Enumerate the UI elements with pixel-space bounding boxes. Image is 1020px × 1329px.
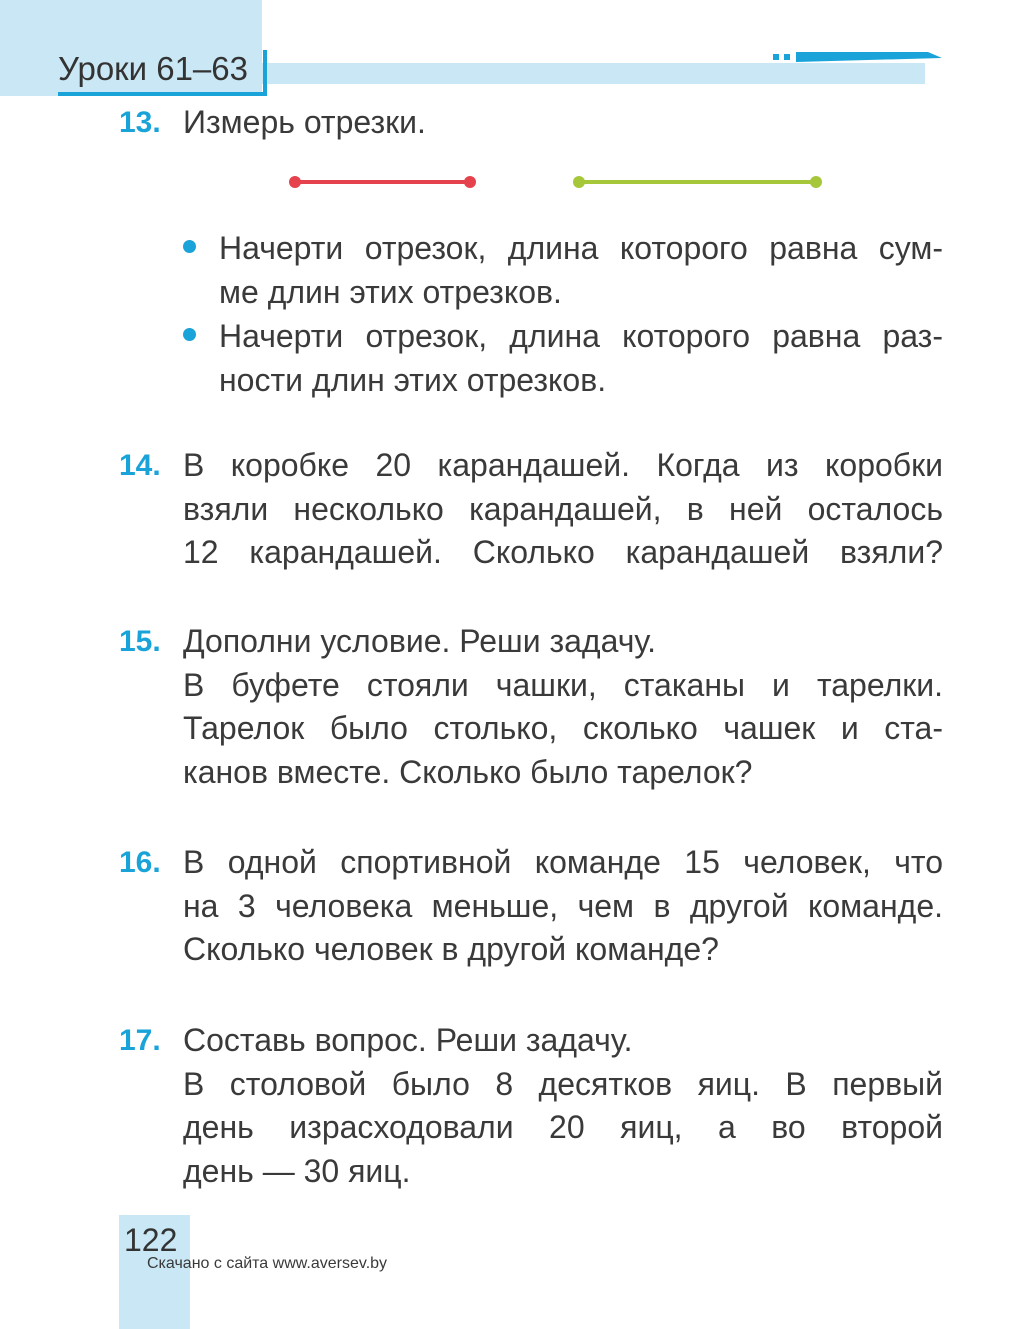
task-number: 17. (119, 1024, 161, 1057)
task-line: Составь вопрос. Реши задачу. (183, 1022, 633, 1058)
task-line: В одной спортивной команде 15 человек, что (183, 844, 943, 880)
bullet-dot-icon (183, 240, 196, 253)
red-segment-endpoint (464, 176, 476, 188)
task-line: В буфете стояли чашки, стаканы и тарелки. (183, 666, 943, 703)
task-text (183, 841, 943, 972)
task-line: на 3 человека меньше, чем в другой команде. (183, 887, 943, 924)
bullet-line: Начерти отрезок, длина которого равна раз- (219, 318, 943, 354)
task-line: В столовой было 8 десятков яиц. В первый (183, 1065, 943, 1102)
list-item (183, 314, 943, 402)
header-arrow-decoration (760, 48, 950, 88)
page-number: 122 (124, 1222, 178, 1258)
task-text (183, 101, 943, 145)
green-segment-endpoint (573, 176, 585, 188)
source-note: Скачано с сайта www.aversev.by (147, 1255, 388, 1272)
bullet-line: Начерти отрезок, длина которого равна сум- (219, 230, 943, 266)
list-item (183, 226, 943, 314)
header-separator (263, 50, 267, 96)
task-text (183, 620, 943, 794)
segments-figure (280, 170, 840, 194)
task-text (183, 444, 943, 575)
task-text (183, 1019, 943, 1193)
bullet-line: ме длин этих отрезков. (219, 274, 562, 310)
task-line: день израсходовали 20 яиц, а во второй (183, 1109, 943, 1145)
task-line: Измерь отрезки. (183, 104, 426, 140)
bullet-line: ности длин этих отрезков. (219, 362, 607, 398)
task-number: 15. (119, 625, 161, 658)
task-number: 16. (119, 846, 161, 879)
green-segment-endpoint (810, 176, 822, 188)
task-line: канов вместе. Сколько было тарелок? (183, 753, 753, 790)
header-underline (58, 92, 263, 96)
task-line: Тарелок было столько, сколько чашек и ста- (183, 710, 943, 746)
task-line: Сколько человек в другой команде? (183, 931, 719, 967)
page-title: Уроки 61–63 (58, 50, 248, 87)
task-line: 12 карандашей. Сколько карандашей взяли? (183, 534, 943, 570)
task-line: взяли несколько карандашей, в ней осталось (183, 490, 943, 527)
task-line: В коробке 20 карандашей. Когда из коробки (183, 447, 943, 483)
bullet-dot-icon (183, 328, 196, 341)
task-line: день — 30 яиц. (183, 1152, 411, 1189)
task-number: 14. (119, 449, 161, 482)
task-line: Дополни условие. Реши задачу. (183, 623, 657, 659)
task-number: 13. (119, 106, 161, 139)
red-segment-endpoint (289, 176, 301, 188)
